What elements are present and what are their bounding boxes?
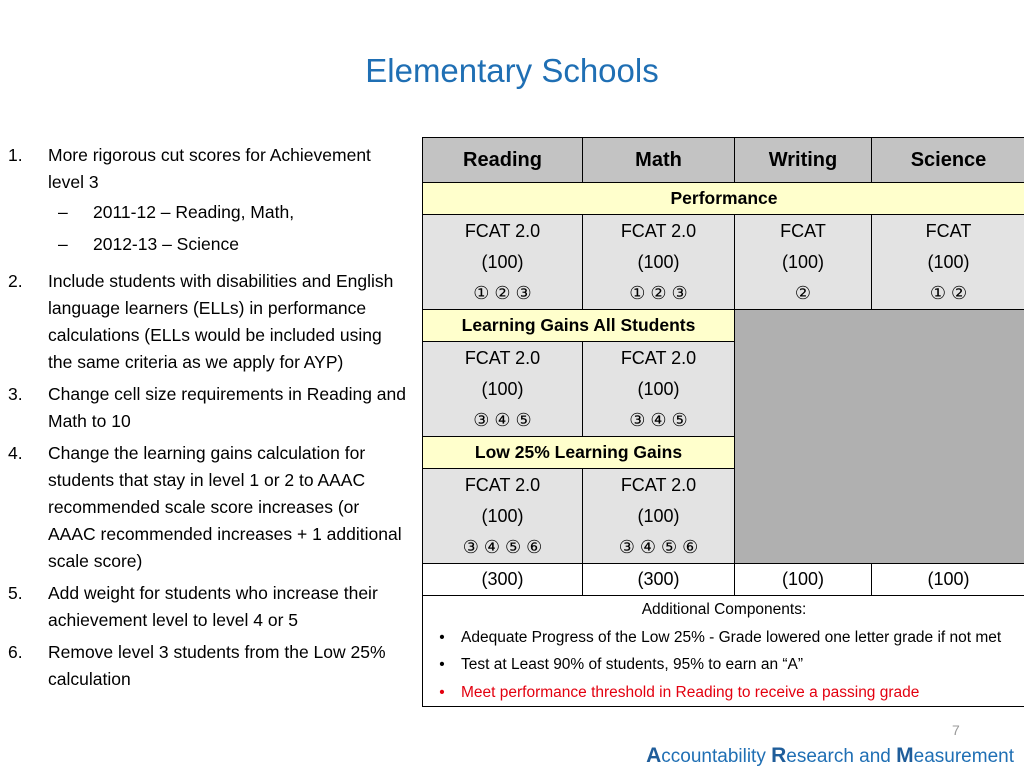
- sub-list: [48, 199, 408, 258]
- points-value: (100): [637, 251, 680, 272]
- table-header-row: [423, 138, 1024, 183]
- list-item: [423, 679, 1024, 707]
- list-item: [8, 580, 408, 634]
- additional-components: [423, 596, 1024, 707]
- table-row: [423, 310, 1024, 342]
- points-value: (100): [481, 378, 524, 399]
- criteria-refs: ③ ④ ⑤ ⑥: [462, 536, 543, 557]
- additional-list: [423, 624, 1024, 707]
- bullet-icon: •: [439, 656, 445, 673]
- test-name: FCAT: [780, 220, 826, 241]
- performance-writing-cell: [735, 215, 872, 310]
- low25-math-cell: [583, 469, 735, 564]
- sub-item-text: 2012-13 – Science: [93, 234, 239, 254]
- points-value: (100): [781, 251, 825, 272]
- gains-math-cell: [583, 342, 735, 437]
- list-item: [423, 651, 1024, 679]
- grading-components-table: [422, 137, 1024, 707]
- list-item: [8, 381, 408, 435]
- test-name: FCAT 2.0: [464, 220, 541, 241]
- sub-item: [48, 199, 408, 226]
- item-text: Remove level 3 students from the Low 25% calculation: [48, 642, 386, 689]
- header-reading: Reading: [423, 138, 583, 183]
- not-applicable-area: [735, 310, 1024, 564]
- gains-reading-cell: [423, 342, 583, 437]
- performance-reading-cell: [423, 215, 583, 310]
- total-writing: (100): [735, 564, 872, 596]
- criteria-refs: ① ② ③: [473, 282, 532, 303]
- test-name: FCAT 2.0: [620, 347, 697, 368]
- item-number: 3.: [8, 384, 23, 404]
- dash-icon: –: [58, 202, 68, 222]
- item-text: More rigorous cut scores for Achievement level 3: [48, 145, 371, 192]
- item-number: 4.: [8, 443, 23, 463]
- totals-row: [423, 564, 1024, 596]
- additional-heading: Additional Components:: [641, 601, 807, 618]
- test-name: FCAT 2.0: [620, 220, 697, 241]
- footer-initial: R: [771, 744, 787, 767]
- footer-word: ccountability: [661, 746, 772, 767]
- item-text: Change cell size requirements in Reading and Math to 10: [48, 384, 406, 431]
- list-item: [8, 440, 408, 575]
- footer-word: easurement: [913, 746, 1014, 767]
- item-number: 2.: [8, 271, 23, 291]
- test-name: FCAT: [925, 220, 972, 241]
- item-number: 6.: [8, 642, 23, 662]
- points-value: (100): [927, 251, 970, 272]
- total-math: (300): [583, 564, 735, 596]
- item-number: 5.: [8, 583, 23, 603]
- criteria-refs: ① ②: [929, 282, 968, 303]
- criteria-refs: ③ ④ ⑤: [629, 409, 688, 430]
- dash-icon: –: [58, 234, 68, 254]
- points-value: (100): [481, 505, 524, 526]
- sub-item: [48, 231, 408, 258]
- low25-reading-cell: [423, 469, 583, 564]
- item-number: 1.: [8, 145, 23, 165]
- performance-science-cell: [872, 215, 1024, 310]
- footer-word: esearch and: [786, 746, 897, 767]
- learning-gains-band: Learning Gains All Students: [423, 310, 735, 342]
- footer-initial: M: [896, 744, 914, 767]
- item-text: Test at Least 90% of students, 95% to earn an “A”: [461, 656, 804, 673]
- table-row: [423, 215, 1024, 310]
- footer-brand: [646, 744, 1014, 768]
- performance-band: Performance: [423, 183, 1024, 215]
- criteria-refs: ③ ④ ⑤: [473, 409, 532, 430]
- item-text: Change the learning gains calculation for students that stay in level 1 or 2 to AAAC recommended scale score increases (or AAAC recommended increases + 1 additional scale score): [48, 443, 402, 571]
- item-text: Meet performance threshold in Reading to receive a passing grade: [461, 683, 920, 701]
- test-name: FCAT 2.0: [464, 474, 541, 495]
- criteria-refs: ③ ④ ⑤ ⑥: [618, 536, 699, 557]
- footer-initial: A: [646, 744, 662, 767]
- points-value: (100): [637, 378, 680, 399]
- sub-item-text: 2011-12 – Reading, Math,: [93, 202, 295, 222]
- page-number: 7: [952, 722, 960, 738]
- criteria-list: [8, 142, 408, 698]
- test-name: FCAT 2.0: [464, 347, 541, 368]
- performance-math-cell: [583, 215, 735, 310]
- bullet-icon: •: [439, 628, 445, 646]
- criteria-refs: ②: [794, 282, 812, 303]
- table-row: [423, 596, 1024, 707]
- low25-gains-band: Low 25% Learning Gains: [423, 437, 735, 469]
- criteria-refs: ① ② ③: [629, 282, 688, 303]
- item-text: Add weight for students who increase their achievement level to level 4 or 5: [48, 583, 378, 630]
- header-science: Science: [872, 138, 1024, 183]
- total-reading: (300): [423, 564, 583, 596]
- points-value: (100): [637, 505, 680, 526]
- slide-title: Elementary Schools: [365, 52, 659, 89]
- item-text: Adequate Progress of the Low 25% - Grade lowered one letter grade if not met: [461, 628, 1002, 646]
- table-row: [423, 183, 1024, 215]
- points-value: (100): [481, 251, 524, 272]
- total-science: (100): [872, 564, 1024, 596]
- list-item: [423, 624, 1024, 652]
- item-text: Include students with disabilities and English language learners (ELLs) in performance calculations (ELLs would be included using the same criteria as we apply for AYP): [48, 271, 394, 372]
- test-name: FCAT 2.0: [620, 474, 697, 495]
- list-item: [8, 639, 408, 693]
- header-math: Math: [583, 138, 735, 183]
- header-writing: Writing: [735, 138, 872, 183]
- bullet-icon: •: [439, 683, 445, 701]
- list-item: [8, 142, 408, 263]
- list-item: [8, 268, 408, 376]
